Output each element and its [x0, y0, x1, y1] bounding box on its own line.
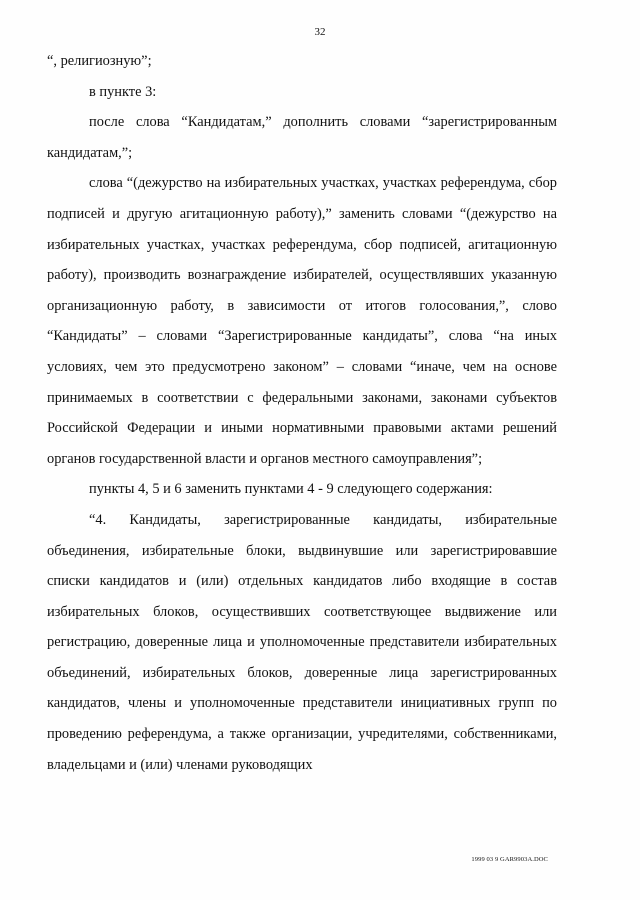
page-number: 32: [314, 26, 326, 38]
document-body: [47, 46, 557, 780]
paragraph-points-replacement: пункты 4, 5 и 6 заменить пунктами 4 - 9 следующего содержания:: [89, 481, 493, 498]
paragraph-duty-replacement: слова “(дежурство на избирательных участках, участках референдума, сбор подписей и другую агитационную работу),” заменить словами “(дежурство на избирательных участках, участках референдума, сбор подписей, агитационную работу), производить вознаграждение избирателей, осуществлявших указанную организационную работу, в зависимости от итогов голосования,”, слово “Кандидаты” – словами “Зарегистрированные кандидаты”, слова “на иных условиях, чем это предусмотрено законом” – словами “иначе, чем на основе принимаемых в соответствии с федеральными законами, законами субъектов Российской Федерации и иными нормативными правовыми актами решений органов государственной власти и органов местного самоуправления”;: [47, 175, 557, 467]
paragraph-point-3-heading: в пункте 3:: [89, 83, 157, 100]
footer-document-code: 1999 03 9 GAR9903A.DOC: [471, 856, 548, 863]
paragraph-religious-amendment: “, религиозную”;: [47, 53, 152, 69]
paragraph-candidates-addition: после слова “Кандидатам,” дополнить словами “зарегистрированным кандидатам,”;: [47, 114, 557, 161]
paragraph-point-4-text: “4. Кандидаты, зарегистрированные кандидаты, избирательные объединения, избирательные блоки, выдвинувшие или зарегистрировавшие списки кандидатов и (или) отдельных кандидатов либо входящие в состав избирательных блоков, осуществивших соответствующее выдвижение или регистрацию, доверенные лица и уполномоченные представители избирательных объединений, избирательных блоков, доверенные лица зарегистрированных кандидатов, члены и уполномоченные представители инициативных групп по проведению референдума, а также организации, учредителями, собственниками, владельцами и (или) членами руководящих: [47, 511, 557, 773]
